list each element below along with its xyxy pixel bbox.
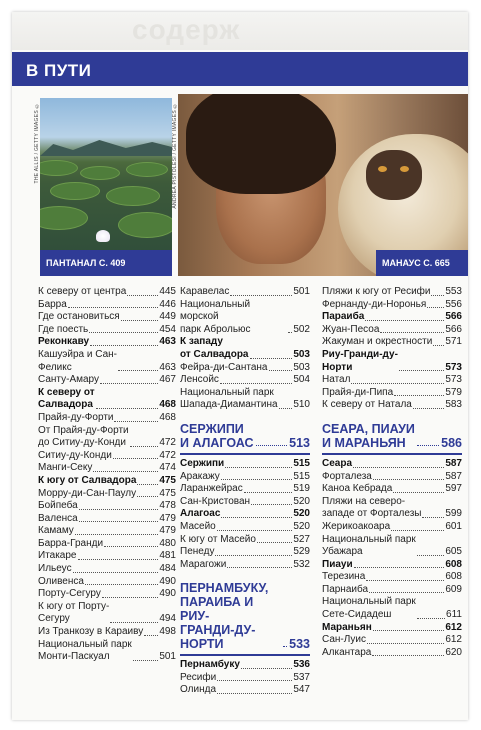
dot-leader	[257, 542, 292, 543]
toc-entry-title: К западу от Салвадора	[180, 336, 249, 360]
dot-leader	[73, 572, 159, 573]
lily-pad	[40, 160, 78, 176]
toc-entry-title: Жерикоакоара	[322, 520, 391, 532]
toc-entry[interactable]	[322, 286, 462, 299]
toc-page-number: 513	[289, 435, 310, 450]
toc-subsection-entry[interactable]	[322, 559, 462, 572]
toc-subsection-entry[interactable]	[180, 659, 310, 672]
toc-subsection-entry[interactable]	[322, 622, 462, 635]
toc-entry[interactable]	[180, 546, 310, 559]
dot-leader	[256, 445, 288, 446]
toc-entry[interactable]	[180, 496, 310, 509]
toc-entry[interactable]	[322, 374, 462, 387]
dot-leader	[417, 618, 445, 619]
toc-column-2	[180, 286, 310, 697]
toc-page-number: 502	[293, 323, 310, 335]
dot-leader	[369, 592, 444, 593]
toc-entry-title: Алкантара	[322, 646, 372, 658]
toc-page-number: 472	[159, 437, 176, 449]
toc-page-number: 490	[159, 588, 176, 600]
toc-page-number: 533	[289, 637, 310, 652]
toc-page-number: 501	[293, 286, 310, 297]
toc-page-number: 537	[293, 671, 310, 683]
toc-entry-title: Фейра-ди-Сантана	[180, 361, 268, 373]
toc-page-number: 475	[159, 474, 176, 486]
toc-page-number: 579	[445, 386, 462, 398]
dot-leader	[427, 307, 444, 308]
monkey-eye	[400, 166, 409, 172]
dot-leader	[100, 383, 158, 384]
dot-leader	[137, 484, 158, 485]
toc-entry-title: Итакаре	[38, 550, 77, 562]
dot-leader	[353, 467, 444, 468]
dot-leader	[288, 332, 292, 333]
toc-entry[interactable]	[322, 471, 462, 484]
toc-section-heading[interactable]	[180, 422, 310, 455]
toc-entry-title: Прайя-ди-Пипа	[322, 386, 394, 398]
toc-page-number: 467	[159, 374, 176, 386]
toc-entry-title: Жакуман и окрестности	[322, 336, 433, 348]
toc-entry[interactable]	[322, 521, 462, 534]
toc-entry-title: Аракажу	[180, 470, 220, 482]
toc-page-number: 587	[445, 470, 462, 482]
toc-entry[interactable]	[180, 299, 310, 337]
dot-leader	[79, 509, 159, 510]
dot-leader	[367, 643, 444, 644]
lotus-flower	[96, 230, 110, 242]
toc-page-number: 547	[293, 684, 310, 696]
dot-leader	[144, 635, 158, 636]
mountain-shape	[40, 136, 172, 156]
toc-page-number: 571	[445, 336, 462, 348]
toc-entry-title: К югу от Порту- Сегуру	[38, 600, 110, 625]
toc-entry-title: Терезина	[322, 571, 366, 583]
toc-entry[interactable]	[322, 571, 462, 584]
toc-entry[interactable]	[180, 559, 310, 572]
dot-leader	[217, 530, 293, 531]
toc-page-number: 520	[293, 508, 310, 520]
toc-entry-title: Мараньян	[322, 621, 372, 633]
toc-entry-title: Морру-ди-Сан-Паулу	[38, 487, 137, 499]
toc-entry[interactable]	[38, 576, 176, 589]
toc-page-number: 611	[446, 609, 462, 621]
dot-leader	[399, 370, 444, 371]
toc-page-number: 481	[159, 550, 176, 562]
toc-page-number: 484	[159, 563, 176, 575]
toc-entry-title: Манги-Секу	[38, 462, 93, 474]
dot-leader	[372, 655, 444, 656]
toc-entry[interactable]	[38, 488, 176, 501]
toc-entry-title: Национальный морской парк Аброльюс	[180, 298, 251, 335]
toc-page-number: 463	[159, 361, 176, 373]
toc-entry-title: Ресифи	[180, 671, 217, 683]
dot-leader	[391, 530, 444, 531]
toc-entry-title: Ленсойс	[180, 374, 219, 386]
photo-caption-pantanal: ПАНТАНАЛ С. 409	[40, 250, 172, 276]
dot-leader	[365, 320, 444, 321]
toc-page-number: 620	[445, 646, 462, 658]
toc-entry-title: Барра-Гранди	[38, 537, 104, 549]
dot-leader	[351, 383, 444, 384]
toc-page-number: 573	[445, 361, 462, 373]
toc-section-heading[interactable]	[180, 581, 310, 656]
toc-entry-title: К северу от Салвадора	[38, 386, 95, 411]
lily-pad	[40, 206, 88, 230]
dot-leader	[417, 555, 445, 556]
dot-leader	[89, 332, 158, 333]
toc-entry-title: Ильеус	[38, 563, 72, 575]
toc-page-number: 566	[445, 323, 462, 335]
toc-entry[interactable]	[38, 601, 176, 626]
toc-entry-title: Риу-Гранди-ду- Норти	[322, 348, 398, 373]
toc-entry[interactable]	[38, 286, 176, 299]
dot-leader	[79, 521, 159, 522]
toc-entry-title: Форталеза	[322, 470, 372, 482]
dot-leader	[354, 567, 445, 568]
toc-entry[interactable]	[180, 483, 310, 496]
lily-pad	[50, 182, 100, 200]
toc-entry-title: Пляжи к югу от Ресифи	[322, 286, 431, 297]
toc-entry-title: К югу от Салвадора	[38, 474, 137, 486]
toc-page-number: 532	[293, 558, 310, 570]
toc-entry-title: Сержипи	[180, 457, 225, 469]
toc-entry-title: Где остановиться	[38, 311, 120, 323]
toc-entry-title: Олинда	[180, 684, 217, 696]
photo-credit-right: ANDREA PISTOLESI / GETTY IMAGES ©	[172, 102, 178, 209]
book-page	[12, 12, 468, 720]
toc-entry-title: Натал	[322, 374, 351, 386]
toc-page-number: 573	[445, 374, 462, 386]
toc-entry[interactable]	[38, 462, 176, 475]
toc-page-number: 479	[159, 512, 176, 524]
toc-page-number: 454	[159, 323, 176, 335]
dot-leader	[114, 421, 158, 422]
toc-subsection-entry[interactable]	[38, 387, 176, 412]
toc-entry[interactable]	[180, 387, 310, 412]
toc-entry[interactable]	[180, 534, 310, 547]
toc-entry[interactable]	[180, 471, 310, 484]
toc-entry-title: Кашуэйра и Сан- Феликс	[38, 348, 117, 373]
toc-column-3	[322, 286, 462, 659]
toc-entry-title: Пиауи	[322, 558, 353, 570]
toc-entry-title: От Прайя-ду-Форти до Ситиу-ду-Конди	[38, 424, 129, 449]
toc-page-number: 587	[445, 457, 462, 469]
toc-entry[interactable]	[322, 324, 462, 337]
toc-entry[interactable]	[38, 500, 176, 513]
toc-entry-title: Где поесть	[38, 323, 89, 335]
toc-subsection-entry[interactable]	[180, 508, 310, 521]
toc-section-heading[interactable]	[322, 422, 462, 455]
toc-subsection-entry[interactable]	[38, 336, 176, 349]
toc-entry-title: СЕРЖИПИ И АЛАГОАС	[180, 421, 254, 450]
toc-page-number: 515	[293, 470, 310, 482]
lily-pad	[118, 212, 172, 238]
toc-page-number: 480	[159, 537, 176, 549]
monkey-face	[366, 150, 422, 200]
toc-entry-title: Барра	[38, 298, 67, 310]
dot-leader	[373, 479, 444, 480]
toc-page-number: 605	[445, 546, 462, 558]
toc-page-number: 468	[159, 399, 176, 411]
child-hair	[186, 94, 336, 194]
toc-entry-title: Пляжи на северо- западе от Форталезы	[322, 495, 422, 520]
toc-entry[interactable]	[322, 483, 462, 496]
toc-page-number: 449	[159, 311, 176, 323]
toc-entry-title: Сеара	[322, 457, 353, 469]
dot-leader	[413, 408, 444, 409]
dot-leader	[244, 492, 293, 493]
toc-entry-title: Масейо	[180, 520, 216, 532]
dot-leader	[250, 358, 293, 359]
dot-leader	[241, 668, 292, 669]
photo-caption-manaus: МАНАУС С. 665	[376, 250, 468, 276]
toc-entry[interactable]	[180, 362, 310, 375]
toc-page-number: 566	[445, 311, 462, 323]
toc-entry[interactable]	[322, 584, 462, 597]
dot-leader	[110, 622, 158, 623]
toc-entry[interactable]	[180, 521, 310, 534]
toc-page-number: 586	[441, 435, 462, 450]
dot-leader	[431, 295, 444, 296]
toc-entry-title: Реконкаву	[38, 336, 90, 348]
section-title: В ПУТИ	[26, 61, 92, 80]
toc-entry-title: СЕАРА, ПИАУИ И МАРАНЬЯН	[322, 421, 415, 450]
toc-page-number: 608	[445, 571, 462, 583]
toc-entry-title: Санту-Амару	[38, 374, 99, 386]
toc-page-number: 597	[445, 483, 462, 495]
toc-entry[interactable]	[322, 634, 462, 647]
dot-leader	[113, 458, 159, 459]
toc-page-number: 501	[159, 651, 176, 663]
toc-entry-title: Валенса	[38, 512, 78, 524]
dot-leader	[102, 597, 158, 598]
toc-page-number: 463	[159, 336, 176, 348]
toc-page-number: 498	[159, 626, 176, 638]
toc-page-number: 445	[159, 286, 176, 297]
dot-leader	[75, 534, 159, 535]
toc-column-1	[38, 286, 176, 664]
toc-subsection-entry[interactable]	[38, 475, 176, 488]
toc-entry[interactable]	[180, 684, 310, 697]
toc-page-number: 510	[293, 399, 310, 411]
dot-leader	[380, 332, 444, 333]
toc-entry[interactable]	[38, 538, 176, 551]
toc-entry[interactable]	[180, 286, 310, 299]
toc-entry-title: Национальный парк Шапада-Диамантина	[180, 386, 278, 411]
toc-entry[interactable]	[38, 550, 176, 563]
manaus-photo	[178, 94, 468, 276]
toc-entry[interactable]	[38, 425, 176, 450]
toc-page-number: 475	[159, 487, 176, 499]
toc-entry-title: Марагожи	[180, 558, 227, 570]
dot-leader	[279, 408, 293, 409]
toc-entry-title: Национальный парк Сете-Сидадеш	[322, 596, 416, 621]
toc-page-number: 503	[293, 361, 310, 373]
lily-pad	[80, 166, 120, 180]
dot-leader	[133, 660, 159, 661]
dot-leader	[221, 517, 292, 518]
toc-entry-title: Каноа Кебрада	[322, 483, 393, 495]
toc-entry-title: Оливенса	[38, 575, 84, 587]
dot-leader	[121, 320, 159, 321]
toc-subsection-entry[interactable]	[322, 349, 462, 374]
toc-entry-title: К югу от Масейо	[180, 533, 256, 545]
dot-leader	[130, 446, 159, 447]
toc-entry[interactable]	[38, 525, 176, 538]
toc-entry-title: Из Транкозу в Караиву	[38, 626, 144, 638]
section-banner	[12, 52, 468, 86]
dot-leader	[93, 471, 158, 472]
toc-entry[interactable]	[322, 299, 462, 312]
monkey-eye	[378, 166, 387, 172]
dot-leader	[90, 345, 158, 346]
toc-page-number: 479	[159, 525, 176, 537]
toc-entry-title: Параиба	[322, 311, 365, 323]
dot-leader	[127, 295, 158, 296]
toc-entry-title: Пенеду	[180, 546, 215, 558]
toc-entry-title: Жуан-Песоа	[322, 323, 380, 335]
dot-leader	[137, 496, 158, 497]
toc-page-number: 468	[159, 411, 176, 423]
toc-entry-title: ПЕРНАМБУКУ, ПАРАИБА И РИУ- ГРАНДИ-ДУ- НОРТИ	[180, 581, 269, 652]
toc-entry[interactable]	[38, 324, 176, 337]
dot-leader	[78, 559, 159, 560]
toc-entry[interactable]	[322, 496, 462, 521]
toc-entry-title: К северу от центра	[38, 286, 127, 297]
toc-page-number: 494	[159, 613, 176, 625]
dot-leader	[68, 307, 159, 308]
toc-page-number: 520	[293, 520, 310, 532]
toc-entry[interactable]	[38, 299, 176, 312]
page-top-strip	[12, 12, 468, 50]
dot-leader	[221, 479, 293, 480]
dot-leader	[393, 492, 444, 493]
toc-entry[interactable]	[38, 374, 176, 387]
photo-credit-left: THE ALLIS / GETTY IMAGES ©	[34, 102, 40, 184]
toc-entry[interactable]	[180, 672, 310, 685]
toc-entry-title: Пернамбуку	[180, 659, 240, 671]
toc-page-number: 599	[445, 508, 462, 520]
dot-leader	[433, 345, 444, 346]
toc-entry[interactable]	[38, 626, 176, 639]
toc-page-number: 612	[445, 621, 462, 633]
toc-entry[interactable]	[38, 563, 176, 576]
toc-entry[interactable]	[38, 513, 176, 526]
toc-page-number: 553	[445, 286, 462, 297]
toc-entry-title: Каравелас	[180, 286, 230, 297]
toc-page-number: 520	[293, 495, 310, 507]
toc-page-number: 490	[159, 575, 176, 587]
toc-entry[interactable]	[38, 311, 176, 324]
toc-page-number: 446	[159, 298, 176, 310]
toc-entry[interactable]	[38, 450, 176, 463]
toc-page-number: 527	[293, 533, 310, 545]
toc-entry-title: Национальный парк Монти-Паскуал	[38, 638, 132, 663]
toc-entry-title: Фернанду-ди-Норонья	[322, 298, 427, 310]
toc-entry[interactable]	[322, 387, 462, 400]
toc-page-number: 515	[293, 457, 310, 469]
toc-page-number: 601	[445, 520, 462, 532]
toc-entry[interactable]	[322, 399, 462, 412]
toc-entry-title: Бойпеба	[38, 500, 78, 512]
dot-leader	[225, 467, 292, 468]
toc-page-number: 609	[445, 583, 462, 595]
toc-entry-title: Порту-Сегуру	[38, 588, 101, 600]
toc-subsection-entry[interactable]	[180, 336, 310, 361]
dot-leader	[283, 646, 287, 647]
lily-pad	[106, 186, 160, 206]
toc-entry-title: Ситиу-ду-Конди	[38, 449, 112, 461]
toc-entry[interactable]	[38, 588, 176, 601]
dot-leader	[269, 370, 293, 371]
dot-leader	[422, 517, 444, 518]
toc-page-number: 556	[445, 298, 462, 310]
toc-subsection-entry[interactable]	[180, 458, 310, 471]
toc-page-number: 529	[293, 546, 310, 558]
toc-page-number: 519	[293, 483, 310, 495]
toc-entry[interactable]	[38, 349, 176, 374]
toc-entry-title: Камаму	[38, 525, 74, 537]
dot-leader	[104, 546, 158, 547]
toc-entry[interactable]	[322, 647, 462, 660]
toc-entry[interactable]	[180, 374, 310, 387]
dot-leader	[394, 395, 444, 396]
toc-entry[interactable]	[38, 412, 176, 425]
toc-entry-title: К северу от Натала	[322, 399, 412, 411]
lily-pad	[126, 162, 168, 177]
toc-entry-title: Национальный парк Убажара	[322, 533, 416, 558]
dot-leader	[215, 555, 292, 556]
dot-leader	[230, 295, 292, 296]
toc-entry-title: Прайя-ду-Форти	[38, 411, 114, 423]
toc-entry[interactable]	[322, 336, 462, 349]
toc-entry-title: Алагоас	[180, 508, 221, 520]
dot-leader	[96, 408, 159, 409]
dot-leader	[118, 370, 158, 371]
toc-entry[interactable]	[322, 596, 462, 621]
toc-entry[interactable]	[322, 534, 462, 559]
toc-page-number: 474	[159, 462, 176, 474]
toc-page-number: 608	[445, 558, 462, 570]
dot-leader	[251, 504, 292, 505]
dot-leader	[217, 680, 292, 681]
toc-page-number: 536	[293, 659, 310, 671]
toc-page-number: 612	[445, 634, 462, 646]
dot-leader	[417, 445, 439, 446]
toc-subsection-entry[interactable]	[322, 311, 462, 324]
dot-leader	[220, 383, 292, 384]
dot-leader	[217, 693, 292, 694]
toc-entry-title: Ларанжейрас	[180, 483, 243, 495]
toc-entry-title: Сан-Луис	[322, 634, 367, 646]
ghost-heading: содерж	[132, 14, 241, 45]
toc-page-number: 583	[445, 399, 462, 411]
toc-entry[interactable]	[38, 639, 176, 664]
dot-leader	[366, 580, 444, 581]
dot-leader	[373, 630, 445, 631]
toc-page-number: 504	[293, 374, 310, 386]
toc-entry-title: Сан-Кристован	[180, 495, 251, 507]
toc-subsection-entry[interactable]	[322, 458, 462, 471]
toc-entry-title: Парнаиба	[322, 583, 369, 595]
toc-page-number: 478	[159, 500, 176, 512]
toc-page-number: 472	[159, 449, 176, 461]
toc-page-number: 503	[293, 348, 310, 360]
dot-leader	[227, 567, 292, 568]
dot-leader	[85, 584, 158, 585]
